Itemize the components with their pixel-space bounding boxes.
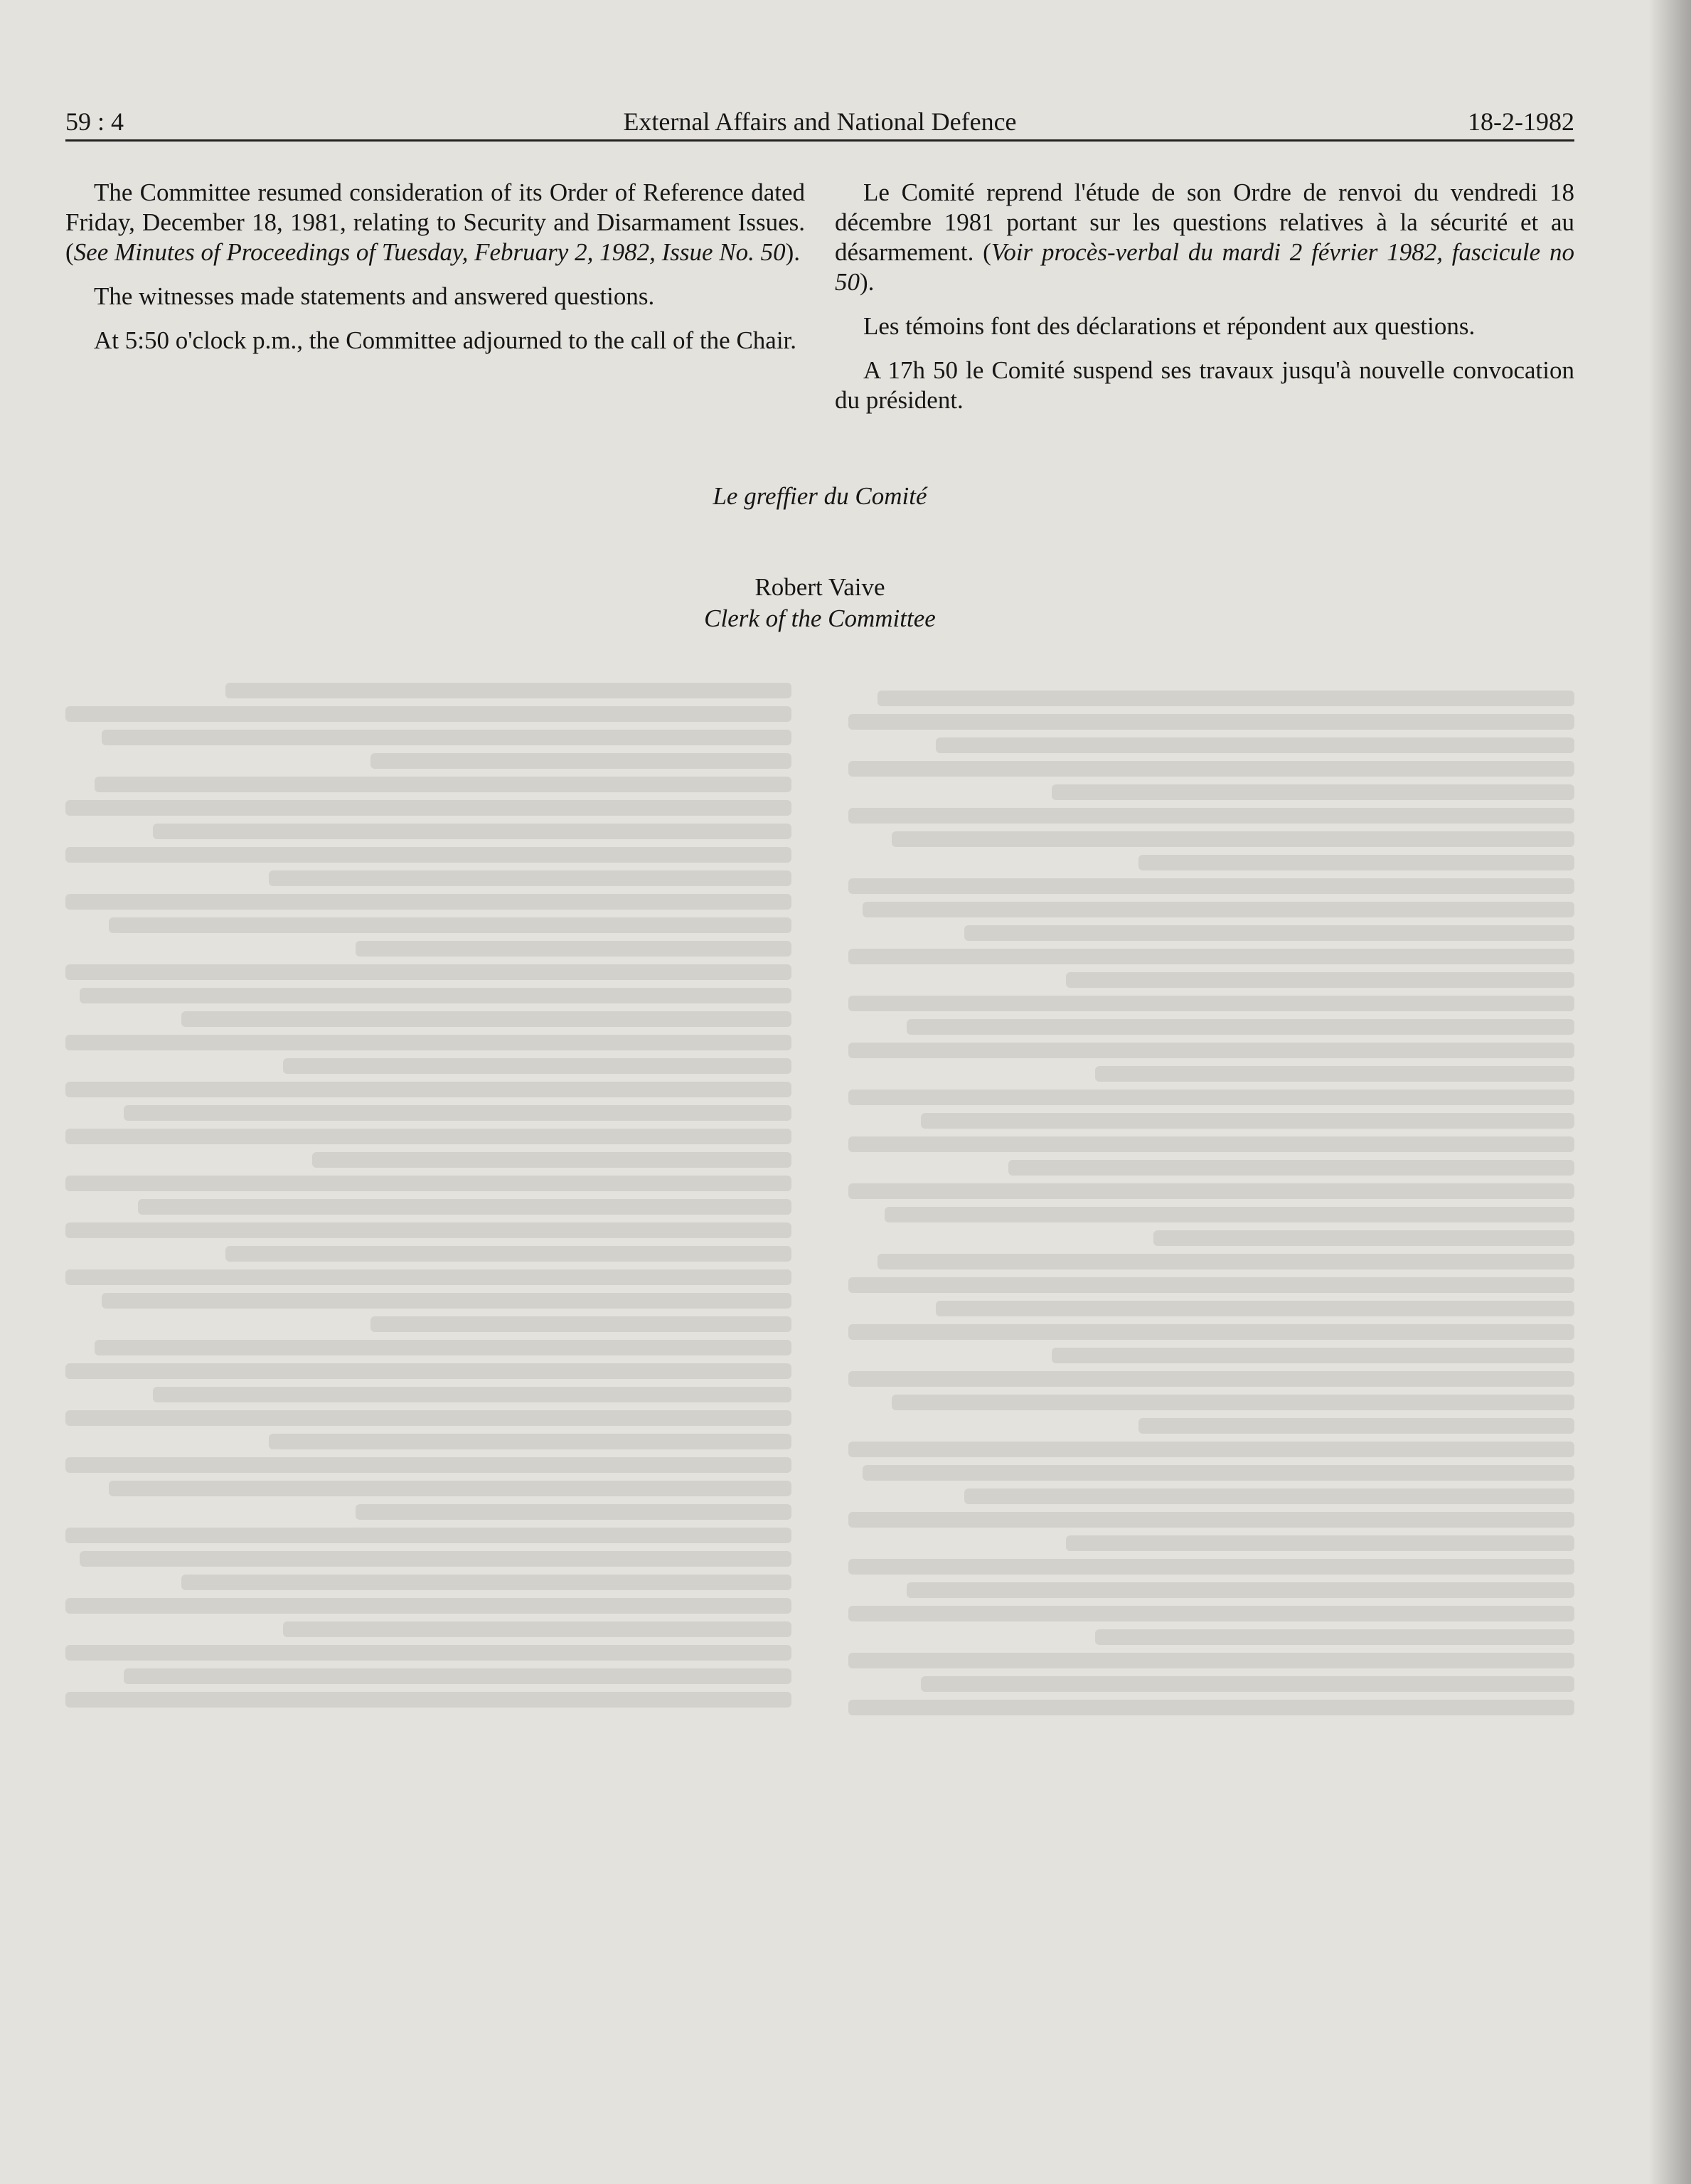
bleed-through-line — [1066, 1535, 1574, 1551]
bleed-through-line — [65, 1035, 791, 1050]
french-paragraph-adjournment: A 17h 50 le Comité suspend ses travaux jusqu'à nouvelle convocation du président. — [835, 356, 1574, 414]
clerk-title-french: Le greffier du Comité — [713, 482, 927, 510]
bleed-through-line — [921, 1113, 1574, 1129]
bleed-through-line — [102, 1293, 791, 1309]
bleed-through-line — [65, 1410, 791, 1426]
bleed-through-line — [877, 1254, 1574, 1269]
bleed-through-line — [65, 1269, 791, 1285]
bleed-through-line — [877, 691, 1574, 706]
bleed-through-line — [109, 917, 791, 933]
bleed-through-line — [907, 1019, 1574, 1035]
bleed-through-line — [848, 761, 1574, 777]
bleed-through-line — [102, 730, 791, 745]
bleed-through-line — [848, 1700, 1574, 1715]
bleed-through-line — [356, 1504, 791, 1520]
bleed-through-line — [848, 1559, 1574, 1575]
bleed-through-line — [848, 1183, 1574, 1199]
bleed-through-line — [1138, 855, 1574, 870]
bleed-through-line — [65, 800, 791, 816]
bleed-through-line — [848, 1324, 1574, 1340]
reference-citation: See Minutes of Proceedings of Tuesday, February 2, 1982, Issue No. 50 — [73, 238, 786, 266]
bleed-through-line — [225, 1246, 791, 1262]
english-column — [65, 178, 805, 370]
french-column — [835, 178, 1574, 430]
bleed-through-line — [181, 1011, 791, 1027]
clerk-title-english: Clerk of the Committee — [704, 604, 936, 632]
bleed-through-line — [885, 1207, 1574, 1222]
french-paragraph-witnesses: Les témoins font des déclarations et répondent aux questions. — [863, 312, 1476, 340]
bleed-through-line — [65, 1082, 791, 1097]
bleed-through-line — [848, 878, 1574, 894]
bleed-through-line — [848, 1371, 1574, 1387]
bleed-through-line — [848, 1653, 1574, 1668]
bleed-through-line — [80, 988, 791, 1003]
bleed-through-line — [1052, 784, 1574, 800]
bleed-through-texture — [65, 683, 1574, 2119]
text-span: ). — [785, 238, 800, 266]
bleed-through-line — [65, 1457, 791, 1473]
bleed-through-line — [65, 1129, 791, 1144]
bleed-through-line — [1066, 972, 1574, 988]
bleed-through-line — [65, 894, 791, 910]
bleed-through-line — [65, 1692, 791, 1708]
running-title: External Affairs and National Defence — [623, 107, 1017, 136]
bleed-through-line — [1052, 1348, 1574, 1363]
english-paragraph-order-of-reference — [65, 178, 805, 267]
bleed-through-line — [863, 1465, 1574, 1481]
bleed-through-line — [848, 1136, 1574, 1152]
bleed-through-line — [892, 1395, 1574, 1410]
bleed-through-line — [848, 1512, 1574, 1528]
bleed-through-line — [848, 1606, 1574, 1621]
bleed-through-line — [848, 1043, 1574, 1058]
bleed-through-line — [964, 1488, 1574, 1504]
bleed-through-line — [356, 941, 791, 957]
bleed-through-line — [1095, 1629, 1574, 1645]
bleed-through-line — [65, 1528, 791, 1543]
header-date: 18-2-1982 — [1468, 107, 1574, 136]
bleed-through-line — [892, 831, 1574, 847]
bleed-through-line — [65, 1222, 791, 1238]
bleed-through-line — [65, 1598, 791, 1614]
bleed-through-line — [1095, 1066, 1574, 1082]
bleed-through-line — [65, 1363, 791, 1379]
bleed-through-line — [65, 1645, 791, 1661]
bleed-through-line — [65, 964, 791, 980]
bleed-through-line — [1153, 1230, 1574, 1246]
bleed-through-line — [181, 1575, 791, 1590]
bleed-through-line — [269, 870, 791, 886]
bleed-through-line — [964, 925, 1574, 941]
bleed-through-line — [138, 1199, 791, 1215]
bleed-through-line — [65, 1176, 791, 1191]
bleed-through-line — [848, 949, 1574, 964]
header-rule — [65, 139, 1574, 142]
bleed-through-line — [109, 1481, 791, 1496]
bleed-through-line — [1008, 1160, 1574, 1176]
bleed-through-line — [65, 706, 791, 722]
clerk-name: Robert Vaive — [754, 573, 885, 601]
english-paragraph-adjournment: At 5:50 o'clock p.m., the Committee adjourned to the call of the Chair. — [94, 326, 797, 354]
bleed-through-line — [848, 1442, 1574, 1457]
reference-citation: Voir procès-verbal du mardi 2 février 1982, fascicule no 50 — [835, 238, 1574, 296]
bleed-through-line — [124, 1668, 791, 1684]
text-span: The Committee resumed consideration of its Order of Reference dated Friday, December 18, 1981, relating to Security and Disarmament Issues. ( — [65, 179, 805, 266]
bleed-through-line — [370, 1316, 791, 1332]
text-span: Le Comité reprend l'étude de son Ordre de renvoi du vendredi 18 décembre 1981 portant sur les questions relatives à la sécurité et au désarmement. ( — [835, 179, 1574, 266]
bleed-through-line — [80, 1551, 791, 1567]
bleed-through-line — [124, 1105, 791, 1121]
bleed-through-line — [848, 714, 1574, 730]
bleed-through-line — [848, 996, 1574, 1011]
bleed-through-line — [95, 777, 791, 792]
bleed-through-line — [1138, 1418, 1574, 1434]
bleed-through-line — [225, 683, 791, 698]
bleed-through-line — [283, 1621, 791, 1637]
bleed-through-line — [907, 1582, 1574, 1598]
page-edge-shadow — [1648, 0, 1691, 2184]
page-number: 59 : 4 — [65, 107, 124, 136]
bleed-through-line — [153, 824, 791, 839]
french-paragraph-order-of-reference — [835, 178, 1574, 297]
page-header — [65, 103, 1574, 140]
bleed-through-line — [95, 1340, 791, 1355]
bleed-through-line — [848, 808, 1574, 824]
bleed-through-line — [921, 1676, 1574, 1692]
bleed-through-line — [283, 1058, 791, 1074]
bleed-through-line — [863, 902, 1574, 917]
english-paragraph-witnesses: The witnesses made statements and answered questions. — [94, 282, 655, 310]
bleed-through-line — [848, 1277, 1574, 1293]
bleed-through-line — [936, 737, 1574, 753]
bleed-through-line — [153, 1387, 791, 1402]
bleed-through-line — [370, 753, 791, 769]
bleed-through-line — [848, 1090, 1574, 1105]
bleed-through-line — [65, 847, 791, 863]
bleed-through-line — [312, 1152, 791, 1168]
bleed-through-line — [936, 1301, 1574, 1316]
bleed-through-line — [269, 1434, 791, 1449]
text-span: ). — [860, 268, 875, 296]
